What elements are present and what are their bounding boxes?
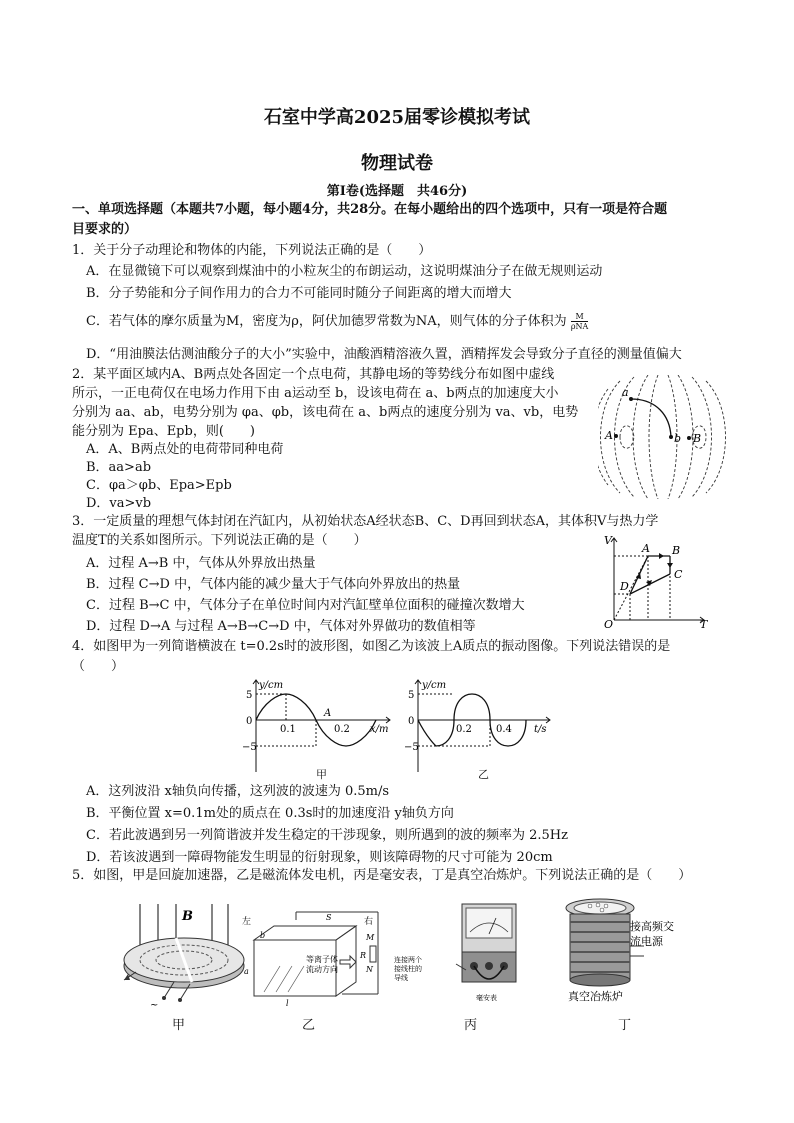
- exam-title: 石室中学高2025届零诊模拟考试: [263, 107, 531, 128]
- point-a-marker: [629, 397, 633, 401]
- exam-part: 第Ⅰ卷(选择题 共46分): [326, 184, 468, 199]
- q1-option-c-text: C．若气体的摩尔质量为M，密度为ρ，阿伏加德罗常数为NA，则气体的分子体积为: [86, 314, 567, 329]
- section-heading-line1: 一、单项选择题（本题共7小题，每小题4分，共28分。在每小题给出的四个选项中，只有一项是符合题: [72, 202, 668, 217]
- mhd-m-label: M: [366, 933, 375, 942]
- q4-stem-line1: 4．如图甲为一列简谐横波在 t=0.2s时的波形图，如图乙为该波上A质点的振动图像。下列说法错误的是: [72, 639, 671, 654]
- q2-option-a: A．A、B两点处的电荷带同种电荷: [86, 442, 284, 457]
- yi-y-axis-label: y/cm: [422, 680, 447, 691]
- mhd-n-label: N: [366, 965, 373, 974]
- caption-bing-q5: 丙: [464, 1018, 478, 1033]
- jia-tick-0.1: 0.1: [280, 724, 296, 735]
- charge-a-marker: [614, 434, 618, 438]
- jia-tick-0: 0: [246, 716, 253, 727]
- ac-symbol: ~: [150, 1000, 159, 1010]
- cyclotron-field-b: B: [182, 909, 193, 924]
- q4-stem-line2: （ ）: [72, 659, 125, 674]
- caption-yi-q4: 乙: [478, 768, 489, 781]
- q4-option-b: B．平衡位置 x=0.1m处的质点在 0.3s时的加速度沿 y轴负方向: [86, 806, 454, 821]
- caption-jia-q4: 甲: [316, 768, 327, 781]
- furnace-label: 真空冶炼炉: [568, 990, 623, 1003]
- q1-option-a: A．在显微镜下可以观察到煤油中的小粒灰尘的布朗运动，这说明煤油分子在做无规则运动: [86, 264, 603, 279]
- jia-y-axis-label: y/cm: [259, 680, 284, 691]
- state-d-label: D: [620, 580, 629, 593]
- milliammeter-label: 毫安表: [476, 994, 497, 1002]
- q2-option-b: B．aa>ab: [86, 460, 152, 475]
- origin-label: O: [604, 618, 614, 628]
- q2-stem-line4: 能分别为 Epa、Epb，则( ): [72, 424, 255, 439]
- axis-t-label: T: [700, 618, 708, 628]
- q4-option-a: A．这列波沿 x轴负向传播，这列波的波速为 0.5m/s: [86, 784, 390, 799]
- yi-tick-0.2: 0.2: [456, 724, 472, 735]
- yi-tick-0: 0: [408, 716, 415, 727]
- q2-stem-line3: 分别为 aa、ab，电势分别为 φa、φb，该电荷在 a、b两点的速度分别为 va、vb，电势: [72, 405, 579, 420]
- mhd-a-dim-label: a: [244, 967, 249, 976]
- label-charge-b: B: [693, 432, 702, 445]
- label-a: a: [622, 386, 629, 399]
- milliammeter-figure: [392, 900, 540, 1010]
- q2-option-d: D．va>vb: [86, 496, 152, 511]
- mhd-l-dim-label: l: [286, 999, 289, 1008]
- q3-option-d: D．过程 D→A 与过程 A→B→C→D 中，气体对外界做功的数值相等: [86, 619, 476, 634]
- vibration-graph-yi: [396, 674, 556, 778]
- q3-option-b: B．过程 C→D 中，气体内能的减少量大于气体向外界放出的热量: [86, 577, 461, 592]
- q3-option-a: A．过程 A→B 中，气体从外界放出热量: [86, 556, 316, 571]
- label-b: b: [674, 432, 682, 445]
- q1-option-c: [86, 312, 588, 331]
- q1-option-b: B．分子势能和分子间作用力的合力不可能同时随分子间距离的增大而增大: [86, 286, 512, 301]
- jia-x-axis-label: x/m: [370, 724, 389, 735]
- q3-stem-line2: 温度T的关系如图所示。下列说法正确的是（ ）: [72, 533, 367, 548]
- state-a-label: A: [642, 542, 650, 555]
- q1-option-c-fraction: [571, 312, 588, 331]
- milliammeter-note-line2: 接线柱的: [394, 965, 422, 973]
- jia-tick-neg5: −5: [242, 742, 257, 753]
- point-b-marker: [669, 435, 673, 439]
- milliammeter-note-line3: 导线: [394, 974, 408, 982]
- q4-option-d: D．若该波遇到一障碍物能发生明显的衍射现象，则该障碍物的尺寸可能为 20cm: [86, 850, 553, 865]
- waveform-graph-jia: [226, 674, 396, 778]
- q2-stem-line1: 2．某平面区域内A、B两点处各固定一个点电荷，其静电场的等势线分布如图中虚线: [72, 367, 555, 382]
- section-heading-line2: 目要求的）: [72, 222, 138, 237]
- milliammeter-note-line1: 连接两个: [394, 956, 422, 964]
- axis-v-label: V: [604, 534, 612, 547]
- caption-jia-q5: 甲: [172, 1018, 186, 1033]
- equipotential-figure: [598, 375, 726, 499]
- yi-tick-neg5: −5: [404, 742, 419, 753]
- furnace-note-line2: 流电源: [630, 935, 663, 948]
- mhd-b-dim-label: b: [260, 931, 266, 940]
- state-b-label: B: [672, 544, 681, 557]
- q2-stem-line2: 所示，一正电荷仅在电场力作用下由 a运动至 b，设该电荷在 a、b两点的加速度大小: [72, 386, 559, 401]
- q1-option-d: D．“用油膜法估测油酸分子的大小”实验中，油酸酒精溶液久置，酒精挥发会导致分子直径的测量值偏大: [86, 347, 682, 362]
- q3-stem-line1: 3．一定质量的理想气体封闭在汽缸内，从初始状态A经状态B、C、D再回到状态A，其体积V与热力学: [72, 514, 659, 529]
- caption-yi-q5: 乙: [302, 1018, 316, 1033]
- q5-stem: 5．如图，甲是回旋加速器，乙是磁流体发电机，丙是毫安表，丁是真空冶炼炉。下列说法正确的是（ ）: [72, 868, 692, 883]
- mhd-generator-figure: [236, 910, 386, 1010]
- mhd-plasma-label: 等离子体: [306, 955, 338, 964]
- cyclotron-figure: [116, 900, 252, 1010]
- mhd-switch-label: S: [326, 913, 332, 922]
- label-charge-a: A: [605, 429, 613, 442]
- mhd-flow-label: 流动方向: [306, 965, 338, 974]
- charge-b-marker: [687, 436, 691, 440]
- yi-x-axis-label: t/s: [534, 724, 547, 735]
- fraction-numerator: M: [571, 312, 588, 322]
- yi-tick-0.4: 0.4: [496, 724, 512, 735]
- jia-point-a: A: [324, 708, 332, 719]
- fraction-denominator: ρNA: [570, 322, 589, 331]
- q3-option-c: C．过程 B→C 中，气体分子在单位时间内对汽缸壁单位面积的碰撞次数增大: [86, 598, 525, 613]
- state-c-label: C: [674, 568, 683, 581]
- jia-tick-5: 5: [246, 690, 253, 701]
- q4-option-c: C．若此波遇到另一列简谐波并发生稳定的干涉现象，则所遇到的波的频率为 2.5Hz: [86, 828, 568, 843]
- q1-stem: 1．关于分子动理论和物体的内能，下列说法正确的是（ ）: [72, 243, 432, 258]
- vt-diagram: [600, 532, 710, 628]
- q2-option-c: C．φa＞φb、Epa>Epb: [86, 478, 232, 493]
- furnace-note-line1: 接高频交: [630, 920, 674, 933]
- exam-subject: 物理试卷: [361, 153, 433, 174]
- mhd-right-label: 右: [364, 917, 374, 927]
- yi-tick-5: 5: [408, 690, 415, 701]
- caption-ding-q5: 丁: [618, 1018, 632, 1033]
- vacuum-furnace-figure: [560, 894, 730, 1004]
- mhd-left-label: 左: [242, 917, 252, 927]
- mhd-r-label: R: [360, 951, 367, 960]
- jia-tick-0.2: 0.2: [334, 724, 350, 735]
